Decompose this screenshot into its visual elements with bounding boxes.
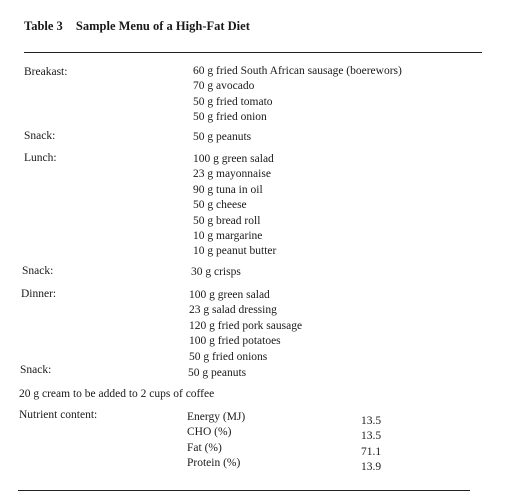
- meal-items-snack-3: [188, 366, 246, 381]
- list-item: 23 g salad dressing: [189, 304, 277, 317]
- list-item: 50 g cheese: [193, 199, 247, 212]
- list-item: 50 g fried onions: [189, 350, 268, 363]
- top-rule: [24, 52, 482, 53]
- list-item: 30 g crisps: [191, 266, 241, 278]
- meal-label-snack-2: Snack:: [22, 265, 54, 277]
- list-item: 23 g mayonnaise: [193, 168, 271, 181]
- nutrient-values: [361, 414, 381, 476]
- meal-items-snack-2: [191, 265, 241, 280]
- nutrient-names: [187, 410, 245, 472]
- table-caption: Sample Menu of a High-Fat Diet: [75, 19, 250, 33]
- meal-label-snack-3: Snack:: [20, 364, 52, 376]
- list-item: 100 g green salad: [189, 289, 270, 301]
- meal-items-snack-1: [193, 130, 251, 145]
- nutrient-name: Energy (MJ): [187, 411, 246, 423]
- nutrient-name: Protein (%): [187, 457, 241, 470]
- table-title: [24, 19, 250, 33]
- meal-items-dinner: [189, 288, 302, 365]
- meal-label-lunch: Lunch:: [24, 152, 57, 164]
- nutrient-label: Nutrient content:: [19, 409, 98, 421]
- meal-label-dinner: Dinner:: [21, 288, 57, 300]
- list-item: 50 g bread roll: [193, 214, 261, 227]
- list-item: 50 g fried tomato: [193, 95, 273, 108]
- bottom-rule: [18, 490, 470, 491]
- list-item: 100 g fried potatoes: [189, 335, 281, 348]
- list-item: 50 g fried onion: [193, 111, 267, 124]
- list-item: 10 g peanut butter: [193, 245, 277, 258]
- list-item: 50 g peanuts: [188, 367, 247, 379]
- nutrient-value: 71.1: [361, 445, 382, 458]
- meal-items-breakfast: [193, 64, 402, 126]
- nutrient-value: 13.9: [361, 461, 382, 474]
- list-item: 120 g fried pork sausage: [189, 319, 303, 332]
- list-item: 70 g avocado: [193, 80, 255, 93]
- nutrient-name: Fat (%): [187, 441, 222, 454]
- list-item: 90 g tuna in oil: [193, 183, 263, 196]
- list-item: 10 g margarine: [193, 229, 263, 242]
- meal-label-snack-1: Snack:: [24, 130, 56, 142]
- nutrient-value: 13.5: [361, 415, 382, 427]
- nutrient-value: 13.5: [361, 430, 382, 443]
- list-item: 60 g fried South African sausage (boerewors): [193, 65, 402, 77]
- table-number: Table 3: [24, 19, 63, 33]
- coffee-note: 20 g cream to be added to 2 cups of coffee: [19, 388, 215, 400]
- list-item: 100 g green salad: [193, 153, 274, 165]
- nutrient-name: CHO (%): [187, 426, 232, 439]
- list-item: 50 g peanuts: [193, 131, 252, 143]
- meal-label-breakfast: Breakast:: [24, 66, 68, 78]
- meal-items-lunch: [193, 152, 276, 260]
